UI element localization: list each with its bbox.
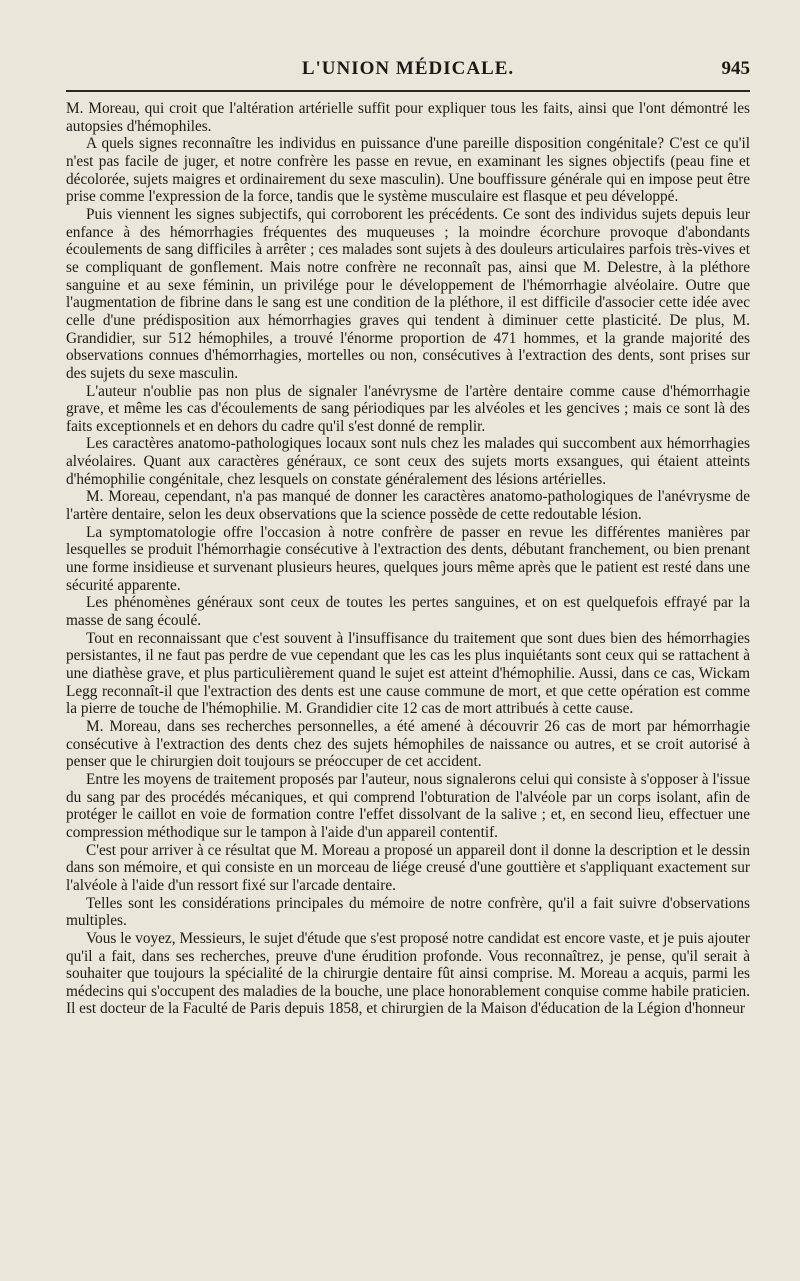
paragraph-5: Les caractères anatomo-pathologiques locaux sont nuls chez les malades qui succombent aux hémorrhagies alvéolaires. Quant aux caractères généraux, ce sont ceux des sujets morts exsangues, qui étaient atteints d'hémophilie congénitale, chez lesquels on constate généralement des lésions artérielles. bbox=[66, 435, 750, 488]
paragraph-13: Telles sont les considérations principales du mémoire de notre confrère, qu'il a fait suivre d'observations multiples. bbox=[66, 894, 750, 930]
page-number: 945 bbox=[721, 58, 750, 79]
running-header bbox=[66, 54, 750, 84]
paragraph-12: C'est pour arriver à ce résultat que M. Moreau a proposé un appareil dont il donne la description et le dessin dans son mémoire, et qui consiste en un morceau de liége creusé d'une gouttière et s'appliquant exactement sur l'alvéole à l'aide d'un ressort fixé sur l'arcade dentaire. bbox=[66, 841, 750, 894]
paragraph-1: M. Moreau, qui croit que l'altération artérielle suffit pour expliquer tous les faits, ainsi que l'ont démontré les autopsies d'hémophiles. bbox=[66, 100, 750, 135]
paragraph-3: Puis viennent les signes subjectifs, qui corroborent les précédents. Ce sont des individus sujets depuis leur enfance à des hémorrhagies fréquentes des muqueuses ; la moindre écorchure provoque d'abondants écoulements de sang difficiles à arrêter ; ces malades sont sujets à des douleurs articulaires parfois très-vives et se compliquant de gonflement. Mais notre confrère ne reconnaît pas, ainsi que M. Delestre, à la pléthore sanguine et au sexe féminin, un privilége pour le développement de l'hémorrhagie alvéolaire. Outre que l'augmentation de fibrine dans le sang est une condition de la pléthore, il est difficile d'associer cette idée avec celle d'une prédisposition aux hémorrhagies graves qui tendent à diminuer cette plasticité. De plus, M. Grandidier, sur 512 hémophiles, a trouvé l'énorme proportion de 471 hommes, et la grande majorité des observations connues d'hémorrhagies, mortelles ou non, consécutives à l'extraction des dents, sont prises sur des sujets du sexe masculin. bbox=[66, 205, 750, 382]
paragraph-10: M. Moreau, dans ses recherches personnelles, a été amené à découvrir 26 cas de mort par hémorrhagie consécutive à l'extraction des dents chez des sujets hémophiles de naissance ou autres, et se croit autorisé à penser que le chirurgien doit toujours se préoccuper de cet accident. bbox=[66, 717, 750, 771]
paragraph-6: M. Moreau, cependant, n'a pas manqué de donner les caractères anatomo-pathologiques de l'anévrysme de l'artère dentaire, selon les deux observations que la science possède de cette redoutable lésion. bbox=[66, 488, 750, 524]
paragraph-14: Vous le voyez, Messieurs, le sujet d'étude que s'est proposé notre candidat est encore vaste, et je puis ajouter qu'il a fait, dans ses recherches, preuve d'une érudition profonde. Vous reconnaîtrez, je pense, qu'il serait à souhaiter que toujours la spécialité de la chirurgie dentaire fût ainsi comprise. M. Moreau a acquis, parmi les médecins qui s'occupent des maladies de la bouche, une place honorablement conquise comme habile praticien. Il est docteur de la Faculté de Paris depuis 1858, et chirurgien de la Maison d'éducation de la Légion d'honneur bbox=[66, 929, 750, 1018]
header-rule bbox=[66, 90, 750, 92]
paragraph-4: L'auteur n'oublie pas non plus de signaler l'anévrysme de l'artère dentaire comme cause d'hémorrhagie grave, et même les cas d'écoulements de sang périodiques par les alvéoles et les gencives ; mais ce sont là des faits exceptionnels et en dehors du cadre qu'il s'est donné de remplir. bbox=[66, 382, 750, 435]
paragraph-7: La symptomatologie offre l'occasion à notre confrère de passer en revue les différentes manières par lesquelles se produit l'hémorrhagie consécutive à l'extraction des dents, débutant franchement, ou bien prenant une forme insidieuse et survenant plusieurs heures, quelques jours même après que le patient est resté dans une sécurité apparente. bbox=[66, 523, 750, 594]
paragraph-8: Les phénomènes généraux sont ceux de toutes les pertes sanguines, et on est quelquefois effrayé par la masse de sang écoulé. bbox=[66, 594, 750, 630]
paragraph-9: Tout en reconnaissant que c'est souvent à l'insuffisance du traitement que sont dues bien des hémorrhagies persistantes, il ne faut pas perdre de vue cependant que les cas les plus inquiétants sont ceux qui se rattachent à une diathèse grave, et plus particulièrement quand le sujet est atteint d'hémophilie. Aussi, dans ce cas, Wickam Legg reconnaît-il que l'extraction des dents est une cause commune de mort, et que cette opération est comme la pierre de touche de l'hémophilie. M. Grandidier cite 12 cas de mort attribués à cette cause. bbox=[66, 629, 750, 718]
paragraph-11: Entre les moyens de traitement proposés par l'auteur, nous signalerons celui qui consiste à s'opposer à l'issue du sang par des procédés mécaniques, et qui comprend l'obturation de l'alvéole par un corps isolant, afin de protéger le caillot en voie de formation contre l'effet dissolvant de la salive ; et, en second lieu, effectuer une compression méthodique sur le tampon à l'aide d'un appareil contentif. bbox=[66, 770, 750, 841]
article-body bbox=[66, 100, 750, 1018]
paragraph-2: A quels signes reconnaître les individus en puissance d'une pareille disposition congénitale? C'est ce qu'il n'est pas facile de juger, et notre confrère les passe en revue, en examinant les signes objectifs (peau fine et décolorée, sujets maigres et ordinairement du sexe masculin). Une bouffissure générale qui en impose peut être prise comme l'expression de la force, tandis que le système musculaire est flasque et peu développé. bbox=[66, 135, 750, 206]
journal-title: L'UNION MÉDICALE. bbox=[301, 58, 515, 79]
